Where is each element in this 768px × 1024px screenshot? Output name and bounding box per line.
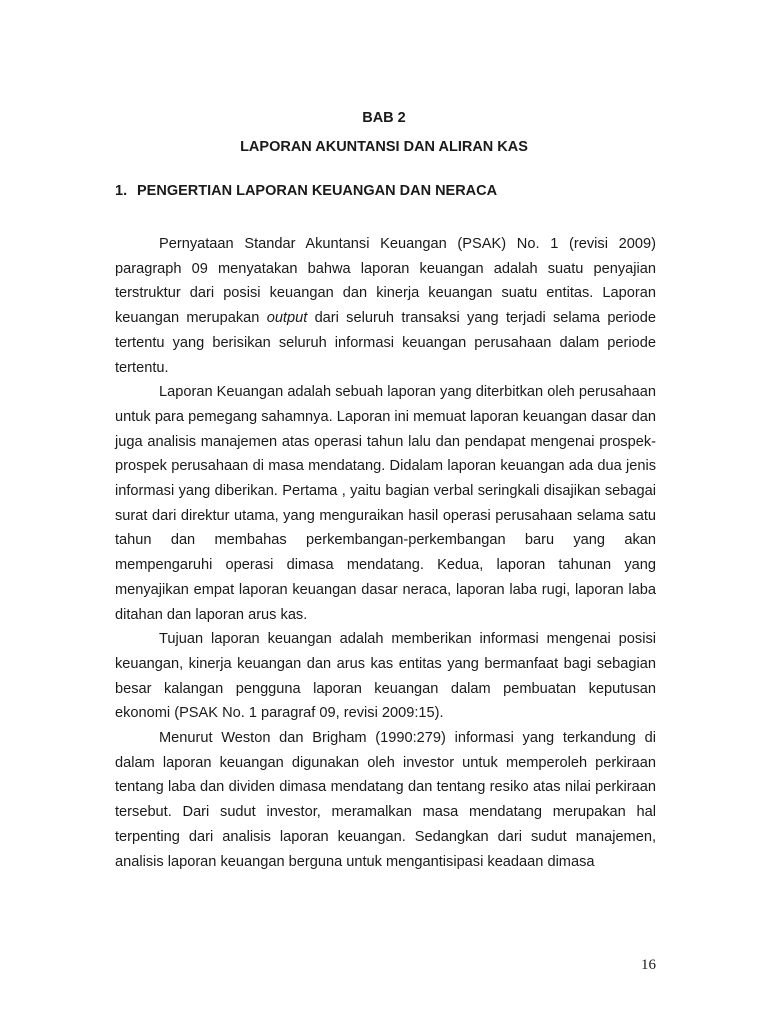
chapter-title: LAPORAN AKUNTANSI DAN ALIRAN KAS [240,139,528,155]
page-number: 16 [641,957,656,973]
paragraph-text: Pernyataan Standar Akuntansi Keuangan (PSAK) No. 1 (revisi 2009) paragraph 09 menyatakan bahwa laporan keuangan adalah suatu penyajian terstruktur dari posisi keuangan dan kinerja keuangan suatu entitas. Laporan keuangan merupakan [115,236,656,327]
section-heading [115,181,675,201]
paragraph: Tujuan laporan keuangan adalah memberikan informasi mengenai posisi keuangan, kinerja keuangan dan arus kas entitas yang bermanfaat bagi sebagian besar kalangan pengguna laporan keuangan dalam pembuatan keputusan ekonomi (PSAK No. 1 paragraf 09, revisi 2009:15). [115,631,656,722]
body-text [115,232,656,874]
italic-term: output [266,310,308,327]
chapter-number: BAB 2 [362,110,406,126]
paragraph: Menurut Weston dan Brigham (1990:279) informasi yang terkandung di dalam laporan keuangan digunakan oleh investor untuk memperoleh perkiraan tentang laba dan dividen dimasa mendatang dan tentang resiko atas nilai perkiraan tersebut. Dari sudut investor, meramalkan masa mendatang merupakan hal terpenting dari analisis laporan keuangan. Sedangkan dari sudut manajemen, analisis laporan keuangan berguna untuk mengantisipasi keadaan dimasa [115,730,656,870]
paragraph: Laporan Keuangan adalah sebuah laporan yang diterbitkan oleh perusahaan untuk para pemegang sahamnya. Laporan ini memuat laporan keuangan dasar dan juga analisis manajemen atas operasi tahun lalu dan pendapat mengenai prospek-prospek perusahaan di masa mendatang. Didalam laporan keuangan ada dua jenis informasi yang diberikan. Pertama , yaitu bagian verbal seringkali disajikan sebagai surat dari direktur utama, yang menguraikan hasil operasi perusahaan selama satu tahun dan membahas perkembangan-perkembangan baru yang akan mempengaruhi operasi dimasa mendatang. Kedua, laporan tahunan yang menyajikan empat laporan keuangan dasar neraca, laporan laba rugi, laporan laba ditahan dan laporan arus kas. [115,384,656,623]
section-number: 1. [115,183,128,199]
section-title: PENGERTIAN LAPORAN KEUANGAN DAN NERACA [137,183,498,199]
paragraph-text: dari seluruh transaksi yang terjadi selama periode tertentu yang berisikan seluruh informasi keuangan perusahaan dalam periode tertentu. [115,310,656,376]
paragraph [115,232,656,380]
